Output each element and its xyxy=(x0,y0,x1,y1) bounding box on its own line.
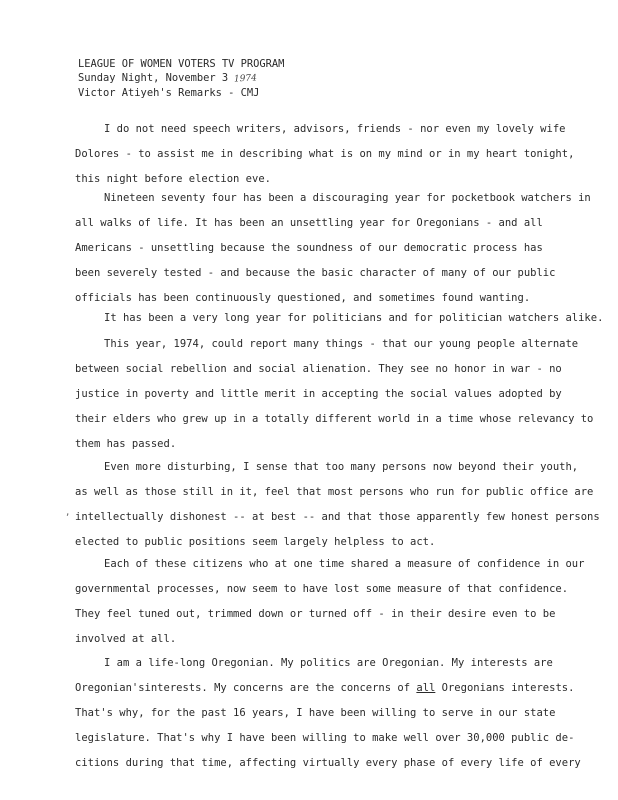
text-line: as well as those still in it, feel that most persons who run for public office are xyxy=(75,486,594,498)
text-line: governmental processes, now seem to have lost some measure of that confidence. xyxy=(75,583,569,595)
text-segment: Oregonian'sinterests. My concerns are the concerns of xyxy=(75,682,417,694)
text-line: been severely tested - and because the basic character of many of our public xyxy=(75,267,556,279)
text-line: their elders who grew up in a totally different world in a time whose relevancy to xyxy=(75,413,594,425)
text-line: They feel tuned out, trimmed down or turned off - in their desire even to be xyxy=(75,608,556,620)
text-line: Americans - unsettling because the soundness of our democratic process has xyxy=(75,242,543,254)
text-line: Even more disturbing, I sense that too many persons now beyond their youth, xyxy=(104,461,579,473)
text-segment: Oregonians interests. xyxy=(435,682,575,694)
text-line: officials has been continuously questioned, and sometimes found wanting. xyxy=(75,292,531,304)
handwritten-year: 1974 xyxy=(233,73,258,85)
text-line: I do not need speech writers, advisors, friends - nor even my lovely wife xyxy=(104,123,566,135)
paragraph-4 xyxy=(75,332,595,457)
text-line: legislature. That's why I have been willing to make well over 30,000 public de- xyxy=(75,732,575,744)
text-line xyxy=(75,676,595,701)
underlined-word: all xyxy=(416,682,436,694)
text-line: intellectually dishonest -- at best -- and that those apparently few honest persons xyxy=(75,511,600,523)
text-line: all walks of life. It has been an unsettling year for Oregonians - and all xyxy=(75,217,543,229)
text-line: them has passed. xyxy=(75,438,177,450)
text-line: Each of these citizens who at one time shared a measure of confidence in our xyxy=(104,558,585,570)
margin-mark: , xyxy=(65,508,71,518)
remarks-attribution: Victor Atiyeh's Remarks - CMJ xyxy=(78,87,260,100)
paragraph-2 xyxy=(75,186,595,311)
date-line xyxy=(78,71,284,86)
paragraph-3 xyxy=(75,306,604,331)
text-line: Nineteen seventy four has been a discouraging year for pocketbook watchers in xyxy=(104,192,591,204)
text-line: between social rebellion and social alienation. They see no honor in war - no xyxy=(75,363,562,375)
paragraph-1 xyxy=(75,117,595,192)
text-line: This year, 1974, could report many things - that our young people alternate xyxy=(104,338,579,350)
text-line: elected to public positions seem largely helpless to act. xyxy=(75,536,436,548)
text-line: this night before election eve. xyxy=(75,173,271,185)
text-line: I am a life-long Oregonian. My politics are Oregonian. My interests are xyxy=(104,657,553,669)
text-line: citions during that time, affecting virtually every phase of every life of every xyxy=(75,757,581,769)
program-title: LEAGUE OF WOMEN VOTERS TV PROGRAM xyxy=(78,58,285,70)
text-line: justice in poverty and little merit in accepting the social values adopted by xyxy=(75,388,562,400)
paragraph-7 xyxy=(75,651,595,776)
text-line: involved at all. xyxy=(75,633,177,645)
text-line: That's why, for the past 16 years, I have been willing to serve in our state xyxy=(75,707,556,719)
date-text: Sunday Night, November 3 xyxy=(78,72,229,85)
paragraph-6 xyxy=(75,552,595,652)
text-line: It has been a very long year for politicians and for politician watchers alike. xyxy=(104,312,604,324)
text-line: Dolores - to assist me in describing what is on my mind or in my heart tonight, xyxy=(75,148,575,160)
document-header xyxy=(78,57,284,101)
paragraph-5 xyxy=(75,455,600,555)
